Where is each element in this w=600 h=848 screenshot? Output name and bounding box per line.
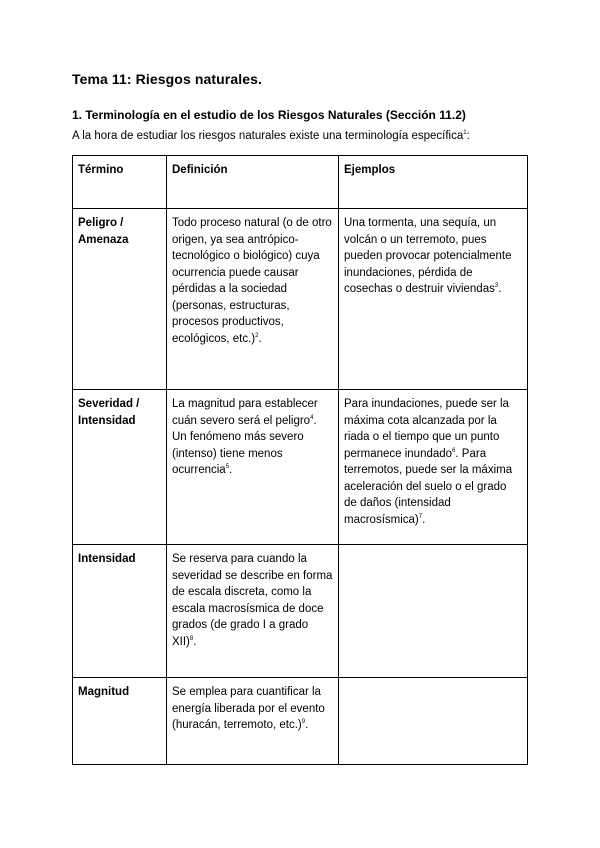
- definition-text: La magnitud para establecer cuán severo será el peligro: [172, 398, 318, 427]
- header-definition: Definición: [167, 156, 339, 209]
- header-term: Término: [73, 156, 167, 209]
- definition-text: . Un fenómeno más severo (intenso) tiene menos ocurrencia: [172, 414, 317, 476]
- footnote-ref[interactable]: 2: [255, 332, 259, 339]
- table-header-row: [73, 156, 528, 209]
- example-cell: [339, 545, 528, 678]
- example-cell: [339, 390, 528, 545]
- definition-cell: [167, 678, 339, 765]
- footnote-ref[interactable]: 4: [310, 414, 314, 421]
- intro-paragraph: [72, 130, 470, 142]
- term-cell: Severidad / Intensidad: [73, 390, 167, 545]
- example-text: . Para terremotos, puede ser la máxima aceleración del suelo o el grado de daños (intensidad macrosísmica): [344, 447, 513, 526]
- footnote-ref[interactable]: 7: [418, 513, 423, 520]
- definition-text: Se reserva para cuando la severidad se describe en forma de escala discreta, como la escala macrosísmica de doce grados (de grado I a grado XII): [172, 553, 333, 648]
- table-row: [73, 390, 528, 545]
- page-title: Tema 11: Riesgos naturales.: [72, 71, 262, 87]
- example-cell: [339, 678, 528, 765]
- table-row: [73, 545, 528, 678]
- term-cell: Peligro / Amenaza: [73, 209, 167, 390]
- section-heading: 1. Terminología en el estudio de los Riesgos Naturales (Sección 11.2): [72, 108, 466, 122]
- example-end: .: [498, 283, 502, 295]
- footnote-ref[interactable]: 8: [189, 635, 194, 642]
- definition-cell: [167, 209, 339, 390]
- footnote-ref[interactable]: 5: [225, 464, 230, 470]
- intro-end: :: [466, 130, 470, 142]
- table-row: [73, 209, 528, 390]
- definition-end: .: [193, 635, 197, 648]
- example-end: .: [422, 513, 426, 526]
- intro-text: A la hora de estudiar los riesgos naturales existe una terminología específica: [72, 130, 464, 142]
- term-cell: Magnitud: [73, 678, 167, 765]
- footnote-ref[interactable]: 1: [463, 130, 467, 136]
- example-text: Una tormenta, una sequía, un volcán o un terremoto, pues pueden provocar potencialmente inundaciones, pérdida de cosechas o destruir viviendas: [344, 217, 512, 295]
- definition-cell: [167, 545, 339, 678]
- definition-text: Todo proceso natural (o de otro origen, ya sea antrópico-tecnológico o biológico) cuya ocurrencia puede causar pérdidas a la sociedad (personas, estructuras, procesos productivos, ecológicos, etc.): [172, 217, 332, 345]
- terminology-table: [72, 155, 528, 765]
- definition-end: .: [305, 719, 309, 731]
- example-text: Para inundaciones, puede ser la máxima cota alcanzada por la riada o el tiempo que un punto permanece inundado: [344, 398, 509, 460]
- table-row: [73, 678, 528, 765]
- term-cell: Intensidad: [73, 545, 167, 678]
- definition-text: Se emplea para cuantificar la energía liberada por el evento (huracán, terremoto, etc.): [172, 686, 325, 731]
- definition-end: .: [258, 332, 262, 345]
- definition-end: .: [229, 464, 233, 476]
- footnote-ref[interactable]: 9: [301, 719, 306, 725]
- header-examples: Ejemplos: [339, 156, 528, 209]
- example-cell: [339, 209, 528, 390]
- footnote-ref[interactable]: 3: [494, 283, 499, 289]
- footnote-ref[interactable]: 6: [452, 447, 456, 454]
- definition-cell: [167, 390, 339, 545]
